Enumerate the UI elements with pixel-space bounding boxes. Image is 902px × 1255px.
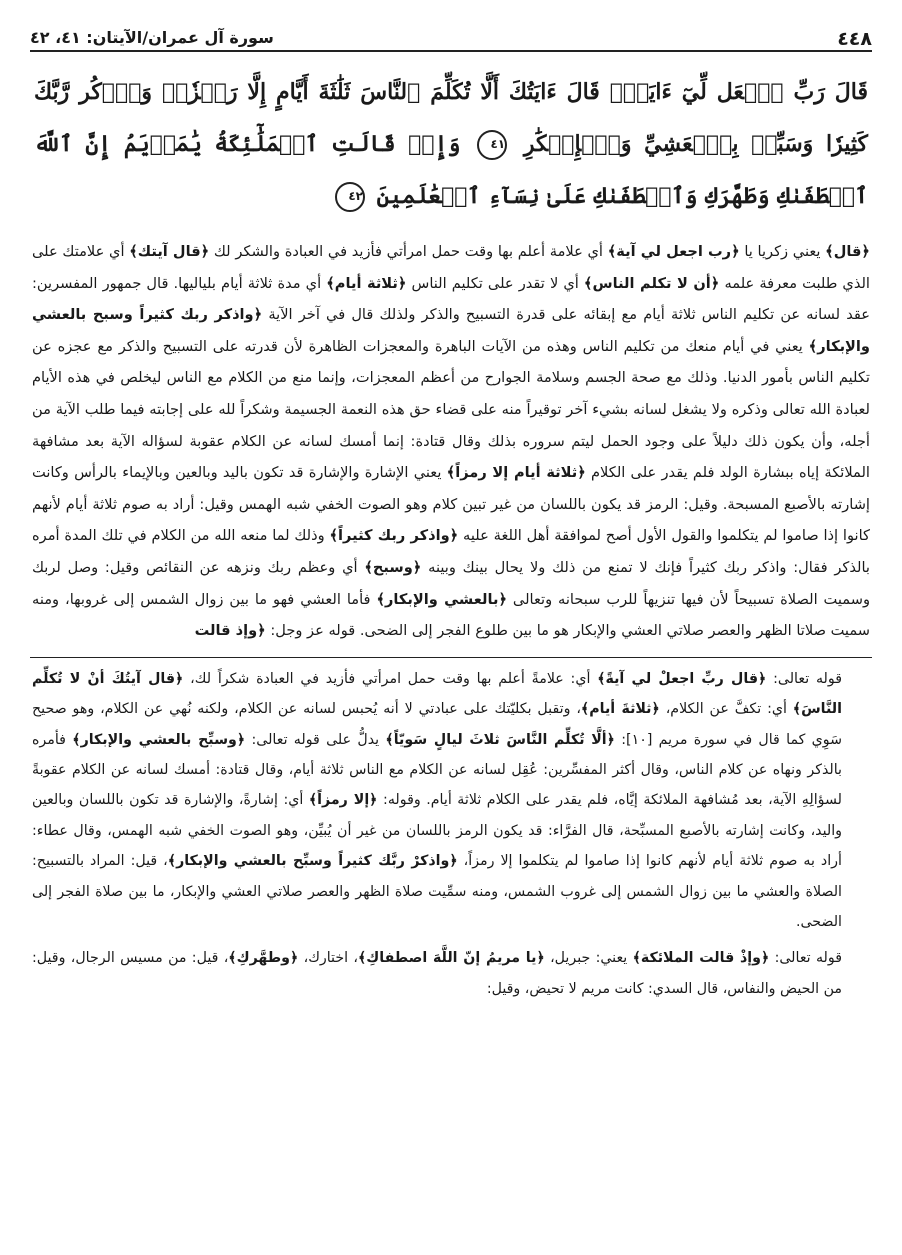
- text: أي مدة ثلاثة أيام بلياليها. قال جمهور المفسرين: عقد لسانه عن تكليم الناس ثلاثة أيام مع إبقائه على قدرة التسبيح والذكر ولذلك قال في آخر الآية: [32, 274, 870, 324]
- verse-end-mark-42: ٤٢: [335, 182, 365, 212]
- footnote-paragraph: [32, 943, 870, 1004]
- quote: ﴿وإذْ قالت الملائكة﴾: [632, 950, 770, 967]
- footnote-separator: [30, 657, 872, 658]
- text: أي: علامةً أعلم بها وقت حمل امرأتي فأزيد في العبادة شكراً لك،: [183, 670, 598, 687]
- quote: ﴿واذكر ربك كثيراً﴾: [329, 527, 459, 545]
- text: أي وعظم ربك ونزهه عن النقائص وقيل: وصل لربك وسميت الصلاة تسبيحاً لأن فيها تنزيهاً للرب سبحانه وتعالى: [32, 558, 870, 608]
- text: فأما العشي فهو ما بين زوال الشمس إلى غروبها، ومنه سميت صلاتا الظهر والعصر صلاتي العشي والإبكار هو ما بين طلوع الفجر إلى الضحى. قوله عز وجل:: [32, 590, 870, 640]
- page: [30, 20, 872, 1235]
- quote: ﴿واذكرْ ربَّك كثيراً وسبِّح بالعشي والإبكار﴾: [167, 853, 458, 870]
- text: ، اختارك،: [298, 950, 358, 967]
- text: أي: إشارةً، والإشارة قد تكون باللسان وبالعين واليد، وكانت إشارته بالأصبع المسبِّحة، قال الفرَّاء: قد يكون الرمز باللسان من غير أن يُبيِّن، وهو الصوت الخفي شبه الهمس، وقال عطاء: أراد به صوم ثلاثة أيام لأنهم كانوا إذا صاموا لم يتكلموا إلا رمزاً،: [32, 792, 842, 870]
- text: قوله تعالى:: [766, 670, 842, 687]
- quote: ﴿قال آيتك﴾: [129, 243, 210, 260]
- quote: ﴿بالعشي والإبكار﴾: [376, 590, 507, 608]
- text: يدلُّ على قوله تعالى:: [245, 731, 386, 748]
- text: ، وتقبل بكليّتك على عبادتي لا أنه يُحبس لسانه عن الكلام، ولكنه نُهي عن الكلام، وهو صحيح سَوِي كما قال في سورة مريم [١٠]:: [32, 701, 843, 748]
- text: فأمره بالذكر ونهاه عن كلام الناس، وقال أكثر المفسِّرين: عُقِل لسانه عن الكلام مع الناس ثلاثة أيام، وقال قتادة: أمسك لسانه عن الكلام عقوبةً لسؤالِهِ الآية، بعد مُشافهة الملائكة إيَّاه، فلم يقدر على الكلام ثلاثة أيام. وقوله:: [32, 731, 842, 809]
- quote: ﴿قال ربِّ اجعلْ لي آيةً﴾: [597, 670, 767, 687]
- quote: ﴿يا مريمُ إنّ اللَّهَ اصطفاكِ﴾: [357, 950, 545, 967]
- quote: ﴿أن لا تكلم الناس﴾: [583, 274, 720, 292]
- text: ، قيل: من مسيس الرجال، وقيل: من الحيض والنفاس، قال السدي: كانت مريم لا تحيض، وقيل:: [32, 950, 842, 997]
- quote: ﴿وطهَّركِ﴾: [228, 950, 299, 967]
- quote: ﴿ألَّا تُكلِّم النَّاسَ ثلاثَ ليالٍ سَويّاً﴾: [385, 731, 615, 748]
- quote: ﴿إلا رمزاً﴾: [308, 792, 378, 809]
- quote: ﴿واذكر ربك كثيراً وسبح بالعشي والإبكار﴾: [32, 306, 870, 355]
- verse-41: قَالَ رَبِّ ٱجۡعَل لِّيٓ ءَايَةٗۖ قَالَ ءَايَتُكَ أَلَّا تُكَلِّمَ ٱلنَّاسَ ثَلَٰثَةَ أَيَّامٍ إِلَّا رَمۡزٗاۗ وَٱذۡكُر رَّبَّكَ كَثِيرٗا وَسَبِّحۡ بِٱلۡعَشِيِّ وَٱلۡإِبۡكَٰرِ: [34, 79, 868, 157]
- tafsir-body: [30, 236, 872, 647]
- quote: ﴿ثلاثةَ أيام﴾: [580, 701, 660, 718]
- text: يعني الإشارة والإشارة قد تكون باليد وبالعين وبالإيماء بالرأس وكانت إشارته بالأصبع المسبحة. وقيل: الرمز قد يكون باللسان من غير تبين كلام وهو الصوت الخفي شبه الهمس وقيل: أراد به صوم ثلاثة أيام لأنهم كانوا إذا صاموا لم يتكلموا والقول الأول أصح لموافقة أهل اللغة عليه: [32, 464, 870, 545]
- verse-42: وَإِذۡ قَالَتِ ٱلۡمَلَٰٓئِكَةُ يَٰمَرۡيَمُ إِنَّ ٱللَّهَ ٱصۡطَفَىٰكِ وَطَهَّرَكِ وَٱصۡطَفَىٰكِ عَلَىٰ نِسَآءِ ٱلۡعَٰلَمِينَ: [34, 131, 868, 209]
- verse-end-mark-41: ٤١: [477, 130, 507, 160]
- text: ، قيل: المراد بالتسبيح: الصلاة والعشي ما بين زوال الشمس إلى غروب الشمس، ومنه سمِّيت صلاة الظهر والعصر صلاتي العشي والإبكار، ما بين صلاة الفجر إلى الضحى.: [32, 853, 842, 930]
- text: يعني في أيام منعك من تكليم الناس وهذه من الآيات الباهرة والمعجزات الظاهرة لأن قدرته على التسبيح والذكر مع عجزه عن تكليم الناس بأمور الدنيا. وذلك مع صحة الجسم وسلامة الجوارح من أعظم المعجزات، وإنما منع من الكلام مع الناس ليخلص في هذه الأيام لعبادة الله تعالى وذكره ولا يشغل لسانه بشيء آخر توقيراً منه على قضاء حق هذه النعمة الجسيمة وشكراً لله على إجابته فيما طلب الآية من أجله، وأن يكون ذلك دليلاً على وجود الحمل ليتم سروره بذلك وقال قتادة: إنما أمسك لسانه عن الكلام عقوبة لسؤاله الآية بعد مشافهة الملائكة إياه ببشارة الولد فلم يقدر على الكلام: [32, 337, 870, 482]
- text: يعني زكريا يا: [739, 243, 826, 260]
- quote: ﴿ثلاثة أيام﴾: [326, 274, 407, 292]
- text: قوله تعالى:: [769, 950, 842, 967]
- text: وذلك لما منعه الله من الكلام في تلك المدة أمره بالذكر فقال: واذكر ربك كثيراً فإنك لا تمنع من ذلك ولا يحال بينك وبينه: [32, 527, 870, 576]
- surah-title: سورة آل عمران/الآيتان: ٤١، ٤٢: [30, 28, 274, 47]
- footnotes: [30, 664, 872, 1004]
- quote: ﴿قال﴾: [825, 243, 870, 260]
- quote: ﴿رب اجعل لي آية﴾: [607, 243, 740, 260]
- page-header: [30, 20, 872, 52]
- text: أي لا تقدر على تكليم الناس: [406, 274, 584, 292]
- text: يعني: جبريل،: [544, 950, 633, 967]
- text: أي علامتك على الذي طلبت معرفة علمه: [32, 243, 870, 292]
- quote: ﴿ثلاثة أيام إلا رمزاً﴾: [446, 464, 586, 482]
- text: أي علامة أعلم بها وقت حمل امرأتي فأزيد في العبادة والشكر لك: [209, 243, 608, 260]
- page-number: ٤٤٨: [837, 28, 872, 50]
- quran-text: [30, 66, 872, 222]
- text: أي: تكفَّ عن الكلام،: [659, 701, 793, 718]
- footnote-paragraph: [32, 664, 870, 938]
- quote: ﴿وسبِّح بالعشي والإبكار﴾: [72, 731, 246, 748]
- quote: ﴿قال آيتُكَ أنْ لا تُكلِّم النَّاسَ﴾: [32, 670, 842, 718]
- quote: ﴿وسبح﴾: [364, 558, 422, 576]
- quote: ﴿وإذ قالت: [194, 622, 266, 640]
